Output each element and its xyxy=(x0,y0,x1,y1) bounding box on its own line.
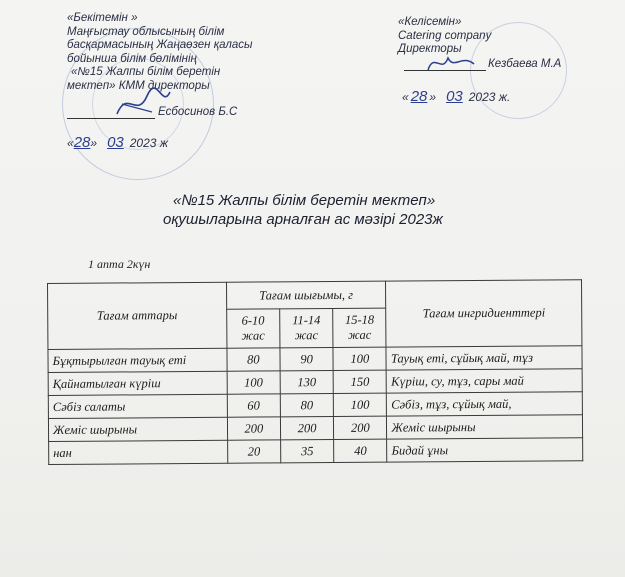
director-title: Директоры xyxy=(398,43,462,55)
header-yield: Тағам шығымы, г xyxy=(226,281,386,309)
yield-cell: 60 xyxy=(227,394,280,417)
yield-cell: 200 xyxy=(334,416,387,439)
yield-cell: 100 xyxy=(333,347,386,370)
yield-cell: 90 xyxy=(280,348,333,371)
date-day: 28 xyxy=(410,88,428,105)
yield-cell: 80 xyxy=(227,348,280,371)
approval-date: «28» 03 2023 ж xyxy=(67,134,169,151)
table-header-row xyxy=(48,280,582,311)
ingredients-cell: Жеміс шырыны xyxy=(387,415,583,439)
date-month: 03 xyxy=(107,134,124,151)
dish-name: Сәбіз салаты xyxy=(48,394,227,418)
age-group-header: 6-10 жас xyxy=(226,309,280,348)
agreement-date: « 28 » 03 2023 ж. xyxy=(402,88,511,105)
approved-label: «Бекітемін » xyxy=(67,12,138,24)
yield-cell: 40 xyxy=(334,439,387,462)
age-group-header: 11-14 жас xyxy=(280,309,334,348)
yield-cell: 200 xyxy=(280,417,333,440)
yield-cell: 35 xyxy=(281,440,334,463)
menu-table xyxy=(47,279,583,465)
yield-cell: 20 xyxy=(227,440,280,463)
dish-name: Қайнатылған күріш xyxy=(48,371,227,395)
header-dish-name: Тағам аттары xyxy=(48,282,227,349)
agreed-label: «Келісемін» xyxy=(398,16,462,28)
yield-cell: 200 xyxy=(227,417,280,440)
dish-name: Бұқтырылған тауық еті xyxy=(48,348,227,372)
signer-name: Есбосинов Б.С xyxy=(158,106,238,118)
ingredients-cell: Күріш, су, тұз, сары май xyxy=(387,369,583,393)
yield-cell: 100 xyxy=(227,371,280,394)
authority-line: мектеп» КММ директоры xyxy=(67,79,210,92)
week-day-label: 1 апта 2күн xyxy=(88,257,151,271)
age-group-header: 15-18 жас xyxy=(333,308,387,347)
yield-cell: 80 xyxy=(280,394,333,417)
yield-cell: 100 xyxy=(333,393,386,416)
ingredients-cell: Сәбіз, тұз, сұйық май, xyxy=(387,392,583,416)
dish-name: нан xyxy=(49,440,228,464)
ingredients-cell: Тауық еті, сұйық май, тұз xyxy=(386,346,582,370)
authority-line: басқармасының Жаңаөзен қаласы xyxy=(67,39,253,51)
signer-name: Кезбаева М.А xyxy=(488,58,562,70)
ingredients-cell: Бидай ұны xyxy=(387,438,583,462)
date-month: 03 xyxy=(446,88,463,105)
header-ingredients: Тағам ингридиенттері xyxy=(386,280,582,347)
authority-line: «№15 Жалпы білім беретін xyxy=(71,66,221,78)
company-name: Catering company xyxy=(398,29,492,42)
document-title: «№15 Жалпы білім беретін мектеп» xyxy=(173,192,436,209)
dish-name: Жеміс шырыны xyxy=(48,417,227,441)
handwritten-signature xyxy=(112,84,172,124)
approval-block xyxy=(67,12,253,93)
handwritten-signature xyxy=(424,50,478,76)
authority-line: бойынша білім бөлімінің xyxy=(67,52,197,65)
document-subtitle: оқушыларына арналған ас мәзірі 2023ж xyxy=(163,211,443,228)
table-row xyxy=(49,438,583,465)
yield-cell: 150 xyxy=(333,370,386,393)
date-day: 28 xyxy=(73,134,91,151)
yield-cell: 130 xyxy=(280,371,333,394)
authority-line: Маңғыстау облысының білім xyxy=(67,25,225,38)
